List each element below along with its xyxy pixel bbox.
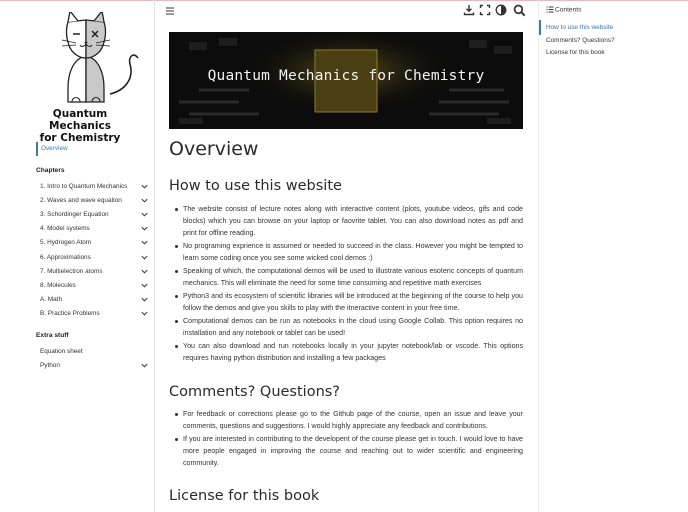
sidebar-item-chapter-3[interactable] [40, 209, 152, 221]
book-title-line2: for Chemistry [39, 132, 121, 144]
chapters-caption: Chapters [36, 167, 65, 174]
download-icon[interactable] [463, 4, 475, 16]
list-item: For feedback or corrections please go to the Github page of the course, open an issue and leave your comments, questions and suggestions. I would highly appreciate any feedback and contributions. [183, 408, 523, 432]
sidebar-item-chapter-2[interactable] [40, 195, 152, 207]
chevron-down-icon[interactable] [140, 196, 149, 205]
extra-stuff-caption: Extra stuff [36, 332, 69, 339]
chevron-down-icon[interactable] [140, 238, 149, 247]
toc-active-indicator [539, 20, 541, 35]
sidebar-item-label: B. Practice Problems [40, 310, 100, 317]
section-heading-comments: Comments? Questions? [169, 384, 341, 400]
chevron-down-icon[interactable] [140, 295, 149, 304]
left-sidebar [0, 0, 155, 512]
sidebar-item-label: A. Math [40, 296, 63, 303]
chevron-down-icon[interactable] [140, 224, 149, 233]
banner-image [169, 32, 523, 129]
list-item: If you are interested in contributing to the developent of the course please get in touch. I would love to have more people engaged in improving the course and reaching out to wider scientific and engineering community. [183, 433, 523, 470]
book-title-line1: Quantum Mechanics [49, 108, 111, 132]
sidebar-item-chapter-6[interactable] [40, 252, 152, 264]
sidebar-item-label: 5. Hydrogen Atom [40, 239, 92, 246]
chevron-down-icon[interactable] [140, 210, 149, 219]
sidebar-item-label: 2. Waves and wave equation [40, 197, 122, 204]
sidebar-item-chapter-1[interactable] [40, 181, 152, 193]
sidebar-item-equation-sheet[interactable] [40, 346, 152, 358]
sidebar-item-chapter-5[interactable] [40, 237, 152, 249]
sidebar-item-label: 3. Schordinger Equation [40, 211, 109, 218]
sidebar-item-chapter-8[interactable] [40, 280, 152, 292]
comments-list [183, 408, 523, 470]
chevron-down-icon[interactable] [140, 253, 149, 262]
table-of-contents [538, 0, 688, 512]
chevron-down-icon[interactable] [140, 281, 149, 290]
book-title [22, 108, 138, 144]
sidebar-item-label: 6. Approximations [40, 254, 91, 261]
list-icon [546, 6, 554, 13]
chevron-down-icon[interactable] [140, 267, 149, 276]
toc-item-how-to-use[interactable]: How to use this website [546, 24, 614, 31]
section-heading-how-to-use: How to use this website [169, 178, 342, 194]
toc-item-license[interactable]: License for this book [546, 49, 605, 56]
sidebar-item-python[interactable] [40, 360, 152, 372]
sidebar-item-label: 7. Multielectron atoms [40, 268, 103, 275]
chevron-down-icon[interactable] [140, 182, 149, 191]
sidebar-item-label: 4. Model systems [40, 225, 90, 232]
list-item: The website consist of lecture notes along with interactive content (plots, youtube videos, gifs and code blocks) which you can browse on your laptop or faovrite tablet. You can also download notes as pdf and print for offline reading. [183, 203, 523, 240]
list-item: Speaking of which, the computational demos will be used to illustrate various esoteric concepts of quantum mechanics. This will eliminate the need for some time consuming and repetitive math exercises [183, 265, 523, 289]
sidebar-item-label: Equation sheet [40, 348, 83, 355]
toc-title-label: Contents [555, 6, 582, 14]
theme-toggle-icon[interactable] [495, 4, 507, 16]
fullscreen-icon[interactable] [479, 4, 491, 16]
how-to-use-list [183, 203, 523, 365]
sidebar-item-math[interactable] [40, 294, 152, 306]
chevron-down-icon[interactable] [140, 361, 149, 370]
sidebar-item-chapter-7[interactable] [40, 266, 152, 278]
list-item: You can also download and run notebooks locally in your jupyter notebook/lab or vscode. This options requires having python distribution and installing a few packages [183, 340, 523, 364]
menu-icon[interactable] [165, 6, 175, 16]
search-icon[interactable] [513, 4, 526, 17]
sidebar-item-label: 8. Molecules [40, 282, 76, 289]
sidebar-item-practice-problems[interactable] [40, 308, 152, 320]
toc-item-comments[interactable]: Comments? Questions? [546, 37, 615, 44]
toc-title [546, 6, 581, 13]
banner-title: Quantum Mechanics for Chemistry [207, 68, 485, 84]
list-item: Python3 and its ecosystem of scientific libraries will be introduced at the beginning of the course to help you follow the demos and give you skills to play with the itneractive content in your free time. [183, 290, 523, 314]
section-heading-license: License for this book [169, 488, 320, 504]
sidebar-item-chapter-4[interactable] [40, 223, 152, 235]
sidebar-item-overview[interactable]: Overview [36, 142, 68, 156]
chevron-down-icon[interactable] [140, 309, 149, 318]
list-item: Computational demos can be run as notebooks in the cloud using Google Collab. This option requires no installation and any notebook or tablet can be used! [183, 315, 523, 339]
sidebar-item-label: 1. Intro to Quantum Mechanics [40, 183, 128, 190]
sidebar-item-label: Python [40, 362, 60, 369]
page-title: Overview [169, 138, 259, 160]
list-item: No programing exprience is assumed or needed to succeed in the class. However you might be tempted to learn some coding once you see some wicked cool demos :) [183, 240, 523, 264]
